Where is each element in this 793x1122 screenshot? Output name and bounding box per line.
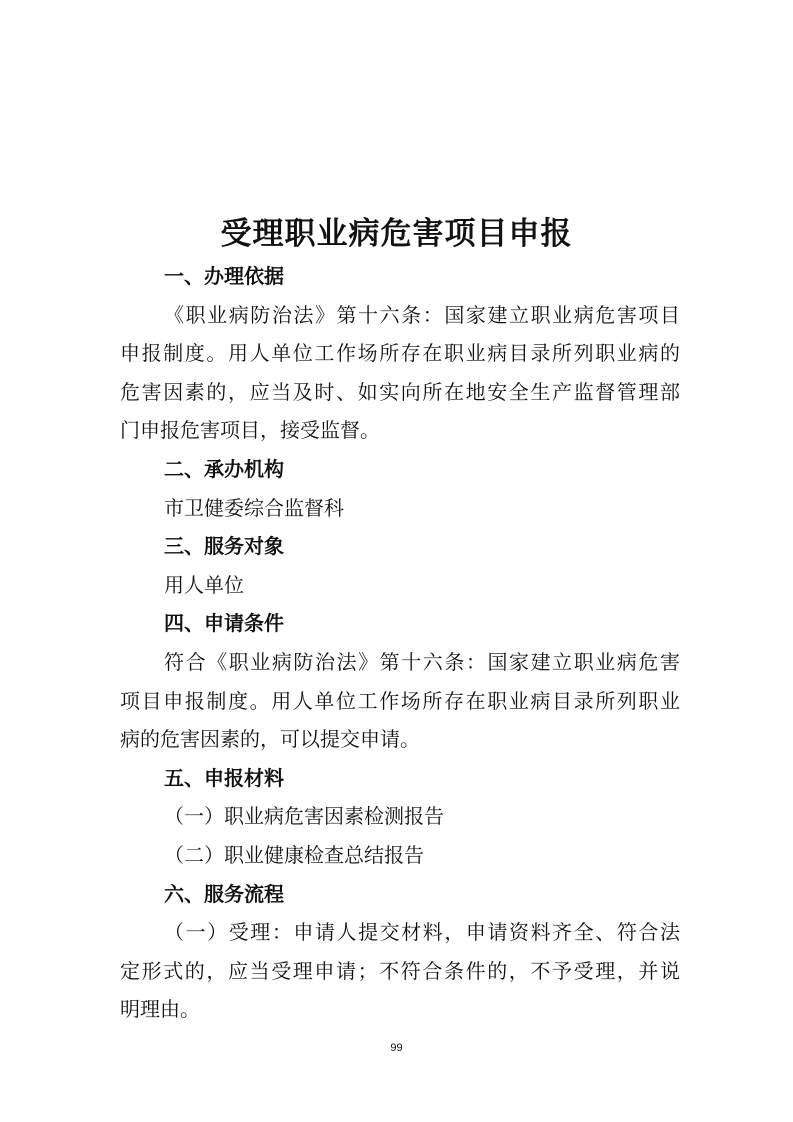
document-body <box>120 257 680 1029</box>
paragraph-line: 《职业病防治法》第十六条：国家建立职业病危害项目 <box>164 302 680 327</box>
paragraph-line: 项目申报制度。用人单位工作场所存在职业病目录所列职业 <box>120 688 680 713</box>
section-heading-basis: 一、办理依据 <box>164 264 284 288</box>
section-heading-conditions: 四、申请条件 <box>164 611 284 636</box>
section-heading-process: 六、服务流程 <box>164 881 284 906</box>
material-item: （一）职业病危害因素检测报告 <box>164 804 444 829</box>
target-text: 用人单位 <box>164 572 244 597</box>
section-heading-target: 三、服务对象 <box>164 534 284 559</box>
agency-text: 市卫健委综合监督科 <box>164 495 344 520</box>
page-number: 99 <box>390 1042 403 1054</box>
paragraph-line: （一）受理：申请人提交材料，申请资料齐全、符合法 <box>164 920 680 945</box>
paragraph-line: 定形式的，应当受理申请；不符合条件的，不予受理，并说 <box>120 958 680 983</box>
paragraph-line: 危害因素的，应当及时、如实向所在地安全生产监督管理部 <box>120 379 680 404</box>
section-heading-materials: 五、申报材料 <box>164 765 284 790</box>
paragraph-line: 门申报危害项目，接受监督。 <box>120 418 380 443</box>
paragraph-line: 符合《职业病防治法》第十六条：国家建立职业病危害 <box>164 649 680 674</box>
paragraph-line: 病的危害因素的，可以提交申请。 <box>120 727 420 752</box>
document-title: 受理职业病危害项目申报 <box>220 216 573 252</box>
section-heading-agency: 二、承办机构 <box>164 456 284 481</box>
material-item: （二）职业健康检查总结报告 <box>164 842 424 867</box>
paragraph-line: 申报制度。用人单位工作场所存在职业病目录所列职业病的 <box>120 341 680 366</box>
paragraph-line: 明理由。 <box>120 997 200 1022</box>
